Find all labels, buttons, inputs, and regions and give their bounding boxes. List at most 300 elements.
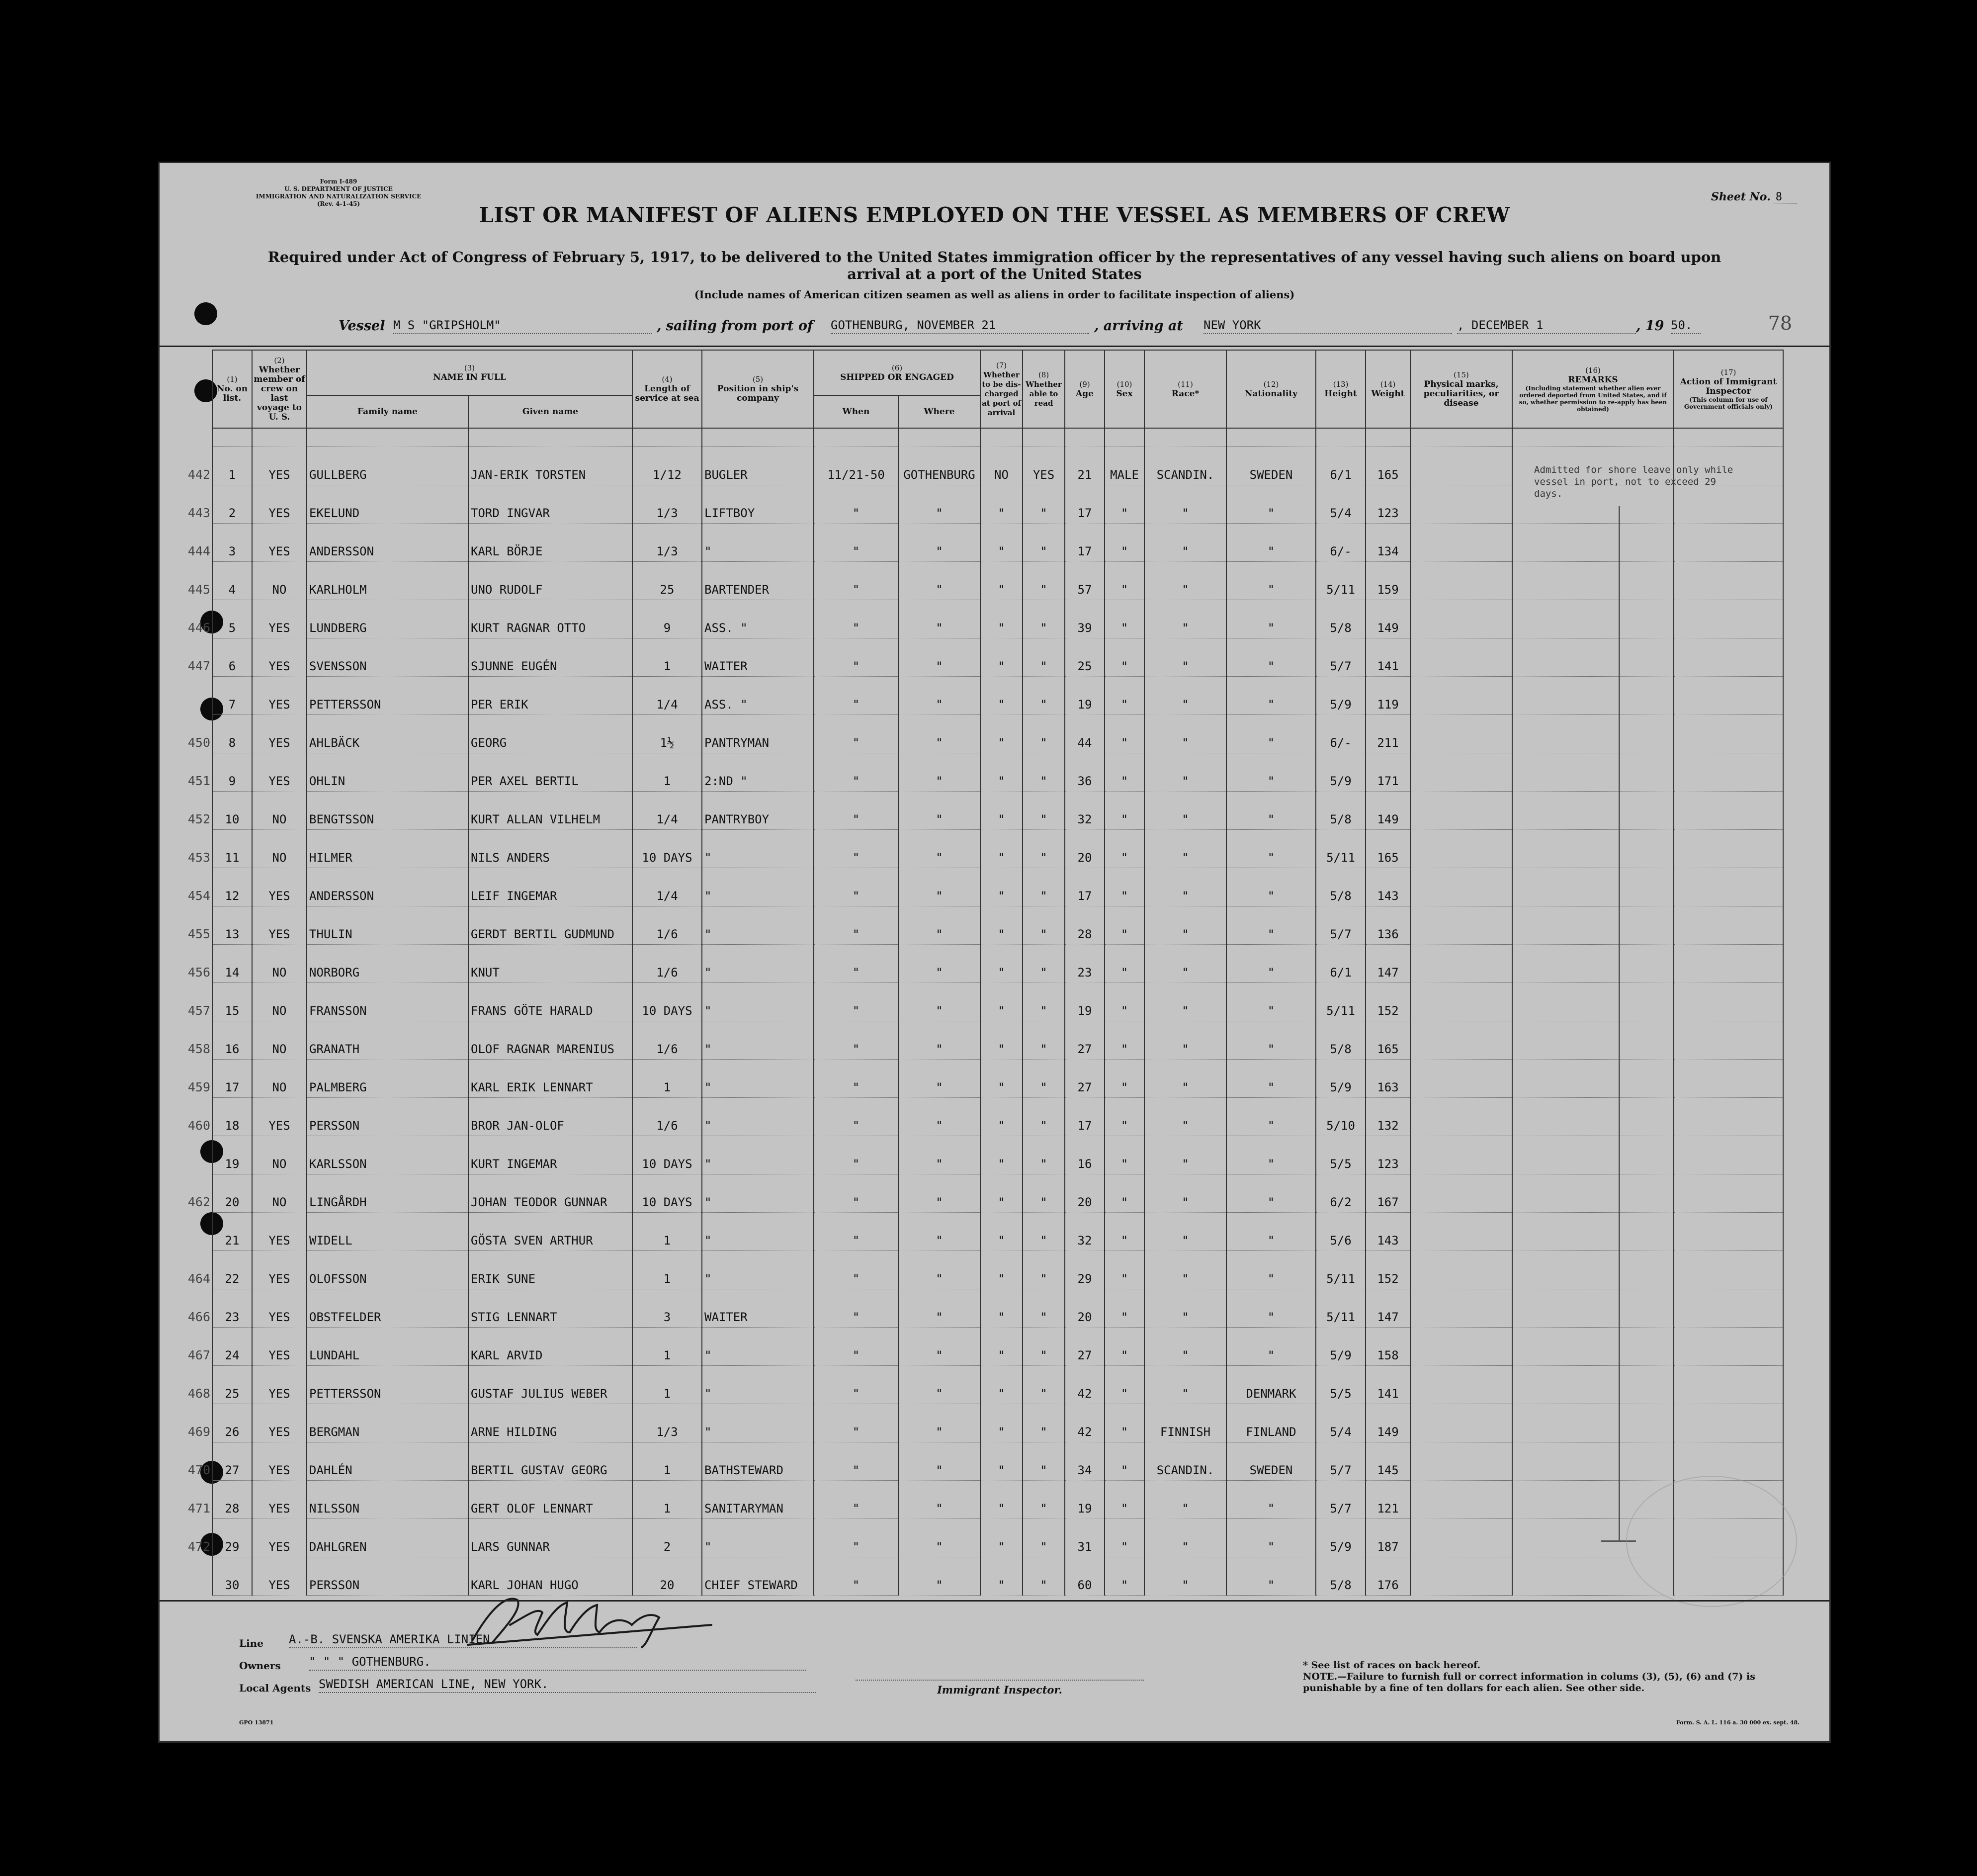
last-voyage-cell: YES (252, 1557, 307, 1596)
crew-no-cell: 2 443 (212, 485, 252, 524)
sex-cell: " (1105, 868, 1144, 906)
weight-cell: 143 (1366, 868, 1410, 906)
position-cell: BATHSTEWARD (702, 1442, 814, 1481)
nationality-cell: " (1226, 1328, 1316, 1366)
length-of-service-cell: 1/12 (632, 447, 702, 485)
race-cell: " (1144, 485, 1226, 524)
able-to-read-cell: " (1023, 1021, 1065, 1060)
remarks-cell (1512, 1404, 1674, 1442)
sex-cell: " (1105, 600, 1144, 638)
to-be-discharged-cell: " (980, 1289, 1023, 1328)
family-name-cell: LUNDBERG (307, 600, 468, 638)
weight-cell: 149 (1366, 600, 1410, 638)
header-family-name: Family name (307, 395, 468, 428)
physical-marks-cell (1410, 1366, 1512, 1404)
shipped-where-cell: " (898, 1136, 980, 1174)
height-cell: 5/4 (1316, 1404, 1366, 1442)
age-cell: 23 (1065, 945, 1105, 983)
col-sublabel: (This column for use of Government officials only) (1684, 396, 1773, 410)
position-cell: " (702, 1519, 814, 1557)
age-cell: 16 (1065, 1136, 1105, 1174)
vessel-label: Vessel (339, 318, 385, 334)
remarks-cell (1512, 1098, 1674, 1136)
shipped-when-cell: " (814, 1442, 898, 1481)
shipped-when-cell: " (814, 524, 898, 562)
position-cell: " (702, 868, 814, 906)
height-cell: 5/4 (1316, 485, 1366, 524)
able-to-read-cell: " (1023, 945, 1065, 983)
header-name (307, 350, 632, 395)
col-num: (16) (1585, 365, 1601, 375)
shipped-when-cell: " (814, 792, 898, 830)
shipped-where-cell: " (898, 1328, 980, 1366)
race-cell: " (1144, 1213, 1226, 1251)
header-sex (1105, 350, 1144, 428)
family-name-cell: ANDERSSON (307, 524, 468, 562)
action-cell (1674, 830, 1783, 868)
nationality-cell: " (1226, 638, 1316, 677)
age-cell: 60 (1065, 1557, 1105, 1596)
position-cell: SANITARYMAN (702, 1481, 814, 1519)
nationality-cell: " (1226, 600, 1316, 638)
age-cell: 42 (1065, 1404, 1105, 1442)
col-num: (2) (274, 356, 285, 365)
action-cell (1674, 1366, 1783, 1404)
weight-cell: 132 (1366, 1098, 1410, 1136)
header-weight (1366, 350, 1410, 428)
weight-cell: 134 (1366, 524, 1410, 562)
crew-row (212, 1021, 1783, 1060)
last-voyage-cell: YES (252, 1098, 307, 1136)
shipped-when-cell: " (814, 1328, 898, 1366)
col-label: Whether to be dis-charged at port of arrival (982, 370, 1021, 417)
last-voyage-cell: YES (252, 715, 307, 753)
col-label: NAME IN FULL (433, 372, 506, 382)
crew-no-cell: 13 455 (212, 906, 252, 945)
weight-cell: 141 (1366, 1366, 1410, 1404)
shipped-where-cell: " (898, 792, 980, 830)
able-to-read-cell: " (1023, 1289, 1065, 1328)
col-num: (12) (1263, 379, 1279, 389)
crew-row (212, 1481, 1783, 1519)
shipped-where-cell: " (898, 562, 980, 600)
height-cell: 5/9 (1316, 677, 1366, 715)
weight-cell: 121 (1366, 1481, 1410, 1519)
action-cell (1674, 638, 1783, 677)
owners-value: " " " GOTHENBURG. (309, 1655, 806, 1671)
length-of-service-cell: 20 (632, 1557, 702, 1596)
margin-list-number: 468 (187, 1386, 210, 1401)
race-cell: " (1144, 715, 1226, 753)
col-label: SHIPPED OR ENGAGED (840, 372, 954, 382)
sex-cell: " (1105, 524, 1144, 562)
to-be-discharged-cell: " (980, 753, 1023, 792)
family-name-cell: HILMER (307, 830, 468, 868)
able-to-read-cell: " (1023, 1213, 1065, 1251)
length-of-service-cell: 9 (632, 600, 702, 638)
length-of-service-cell: 10 DAYS (632, 983, 702, 1021)
margin-list-number: 459 (187, 1080, 210, 1094)
form-print-code: Form. S. A. L. 116 a. 30 000 ex. sept. 48. (1676, 1719, 1800, 1726)
age-cell: 20 (1065, 1289, 1105, 1328)
to-be-discharged-cell: " (980, 1328, 1023, 1366)
given-name-cell: JOHAN TEODOR GUNNAR (468, 1174, 632, 1213)
nationality-cell: SWEDEN (1226, 447, 1316, 485)
physical-marks-cell (1410, 1481, 1512, 1519)
margin-list-number: 471 (187, 1501, 210, 1516)
race-cell: " (1144, 830, 1226, 868)
physical-marks-cell (1410, 715, 1512, 753)
action-cell (1674, 983, 1783, 1021)
able-to-read-cell: " (1023, 638, 1065, 677)
race-cell: " (1144, 1251, 1226, 1289)
physical-marks-cell (1410, 906, 1512, 945)
action-cell (1674, 945, 1783, 983)
immigrant-inspector-signature-line: Immigrant Inspector. (856, 1680, 1144, 1696)
col-num: (4) (662, 375, 673, 384)
physical-marks-cell (1410, 1213, 1512, 1251)
length-of-service-cell: 2 (632, 1519, 702, 1557)
action-cell (1674, 1442, 1783, 1481)
weight-cell: 149 (1366, 792, 1410, 830)
given-name-cell: OLOF RAGNAR MARENIUS (468, 1021, 632, 1060)
crew-row (212, 677, 1783, 715)
sex-cell: " (1105, 1328, 1144, 1366)
remarks-cell (1512, 562, 1674, 600)
crew-no-cell: 21 (212, 1213, 252, 1251)
position-cell: ASS. " (702, 600, 814, 638)
to-be-discharged-cell: " (980, 1213, 1023, 1251)
to-be-discharged-cell: " (980, 1098, 1023, 1136)
sailing-from: GOTHENBURG, NOVEMBER 21 (831, 318, 1089, 334)
vessel-line (339, 318, 1780, 338)
shipped-when-cell: " (814, 1021, 898, 1060)
arrival-date: , DECEMBER 1 (1457, 318, 1636, 334)
action-cell (1674, 1251, 1783, 1289)
margin-list-number: 442 (187, 467, 210, 482)
last-voyage-cell: NO (252, 792, 307, 830)
shipped-where-cell: " (898, 983, 980, 1021)
shipped-where-cell: " (898, 524, 980, 562)
last-voyage-cell: YES (252, 1442, 307, 1481)
to-be-discharged-cell: " (980, 1174, 1023, 1213)
shipped-where-cell: " (898, 1519, 980, 1557)
able-to-read-cell: " (1023, 1442, 1065, 1481)
shipped-when-cell: " (814, 1213, 898, 1251)
height-cell: 5/11 (1316, 830, 1366, 868)
race-cell: " (1144, 983, 1226, 1021)
header-nationality (1226, 350, 1316, 428)
col-label: No. on list. (216, 384, 248, 403)
shipped-when-cell: " (814, 868, 898, 906)
nationality-cell: " (1226, 1021, 1316, 1060)
last-voyage-cell: YES (252, 1328, 307, 1366)
shipped-where-cell: " (898, 1213, 980, 1251)
shipped-where-cell: " (898, 1098, 980, 1136)
margin-list-number: 443 (187, 506, 210, 520)
age-cell: 27 (1065, 1060, 1105, 1098)
crew-no-cell: 12 454 (212, 868, 252, 906)
family-name-cell: THULIN (307, 906, 468, 945)
age-cell: 19 (1065, 1481, 1105, 1519)
position-cell: " (702, 1136, 814, 1174)
last-voyage-cell: YES (252, 1251, 307, 1289)
height-cell: 5/6 (1316, 1213, 1366, 1251)
family-name-cell: PETTERSSON (307, 677, 468, 715)
remarks-cell (1512, 677, 1674, 715)
family-name-cell: PERSSON (307, 1098, 468, 1136)
shipped-when-cell: " (814, 715, 898, 753)
nationality-cell: " (1226, 1481, 1316, 1519)
physical-marks-cell (1410, 524, 1512, 562)
given-name-cell: TORD INGVAR (468, 485, 632, 524)
line-label: Line (239, 1637, 263, 1649)
department: U. S. DEPARTMENT OF JUSTICE (284, 185, 393, 192)
length-of-service-cell: 10 DAYS (632, 830, 702, 868)
col-num: (14) (1380, 379, 1396, 389)
last-voyage-cell: YES (252, 868, 307, 906)
length-of-service-cell: 1/3 (632, 485, 702, 524)
physical-marks-cell (1410, 983, 1512, 1021)
family-name-cell: LINGÅRDH (307, 1174, 468, 1213)
col-sublabel: (Including statement whether alien ever ordered deported from United States, and if so, whether permission to re-apply has been obtained) (1519, 384, 1667, 413)
sex-cell: MALE (1105, 447, 1144, 485)
remarks-cell (1512, 1251, 1674, 1289)
height-cell: 5/11 (1316, 562, 1366, 600)
shipped-when-cell: " (814, 677, 898, 715)
to-be-discharged-cell: " (980, 1251, 1023, 1289)
race-cell: " (1144, 906, 1226, 945)
margin-list-number: 446 (187, 621, 210, 635)
physical-marks-cell (1410, 677, 1512, 715)
margin-list-number: 469 (187, 1425, 210, 1439)
physical-marks-cell (1410, 447, 1512, 485)
nationality-cell: DENMARK (1226, 1366, 1316, 1404)
weight-cell: 159 (1366, 562, 1410, 600)
crew-row (212, 906, 1783, 945)
physical-marks-cell (1410, 1060, 1512, 1098)
physical-marks-cell (1410, 868, 1512, 906)
remarks-cell (1512, 1366, 1674, 1404)
last-voyage-cell: NO (252, 1136, 307, 1174)
action-cell (1674, 715, 1783, 753)
crew-row (212, 983, 1783, 1021)
margin-list-number: 447 (187, 659, 210, 673)
shipped-when-cell: " (814, 1136, 898, 1174)
remarks-cell (1512, 945, 1674, 983)
weight-cell: 211 (1366, 715, 1410, 753)
revision: (Rev. 4-1-45) (317, 200, 360, 207)
length-of-service-cell: 1 (632, 753, 702, 792)
length-of-service-cell: 1 (632, 1328, 702, 1366)
crew-row (212, 1328, 1783, 1366)
last-voyage-cell: NO (252, 945, 307, 983)
sex-cell: " (1105, 715, 1144, 753)
crew-no-cell: 24 467 (212, 1328, 252, 1366)
last-voyage-cell: YES (252, 638, 307, 677)
margin-list-number: 452 (187, 812, 210, 826)
crew-table (187, 350, 1784, 1596)
to-be-discharged-cell: " (980, 868, 1023, 906)
age-cell: 28 (1065, 906, 1105, 945)
col-num: (17) (1720, 368, 1736, 377)
sheet-number-value: 8 (1774, 191, 1797, 204)
height-cell: 5/9 (1316, 1060, 1366, 1098)
crew-no-cell: 30 (212, 1557, 252, 1596)
length-of-service-cell: 1/6 (632, 1098, 702, 1136)
shipped-where-cell: " (898, 1442, 980, 1481)
nationality-cell: " (1226, 830, 1316, 868)
able-to-read-cell: " (1023, 983, 1065, 1021)
last-voyage-cell: YES (252, 1366, 307, 1404)
able-to-read-cell: " (1023, 1328, 1065, 1366)
age-cell: 57 (1065, 562, 1105, 600)
length-of-service-cell: 1/6 (632, 945, 702, 983)
action-cell (1674, 792, 1783, 830)
weight-cell: 119 (1366, 677, 1410, 715)
header-height (1316, 350, 1366, 428)
col-label: Height (1324, 388, 1357, 399)
margin-list-number: 470 (187, 1463, 210, 1477)
nationality-cell: " (1226, 945, 1316, 983)
physical-marks-cell (1410, 830, 1512, 868)
given-name-cell: BROR JAN-OLOF (468, 1098, 632, 1136)
nationality-cell: " (1226, 1174, 1316, 1213)
shipped-where-cell: " (898, 1366, 980, 1404)
last-voyage-cell: YES (252, 906, 307, 945)
to-be-discharged-cell: " (980, 1366, 1023, 1404)
header-service (632, 350, 702, 428)
length-of-service-cell: 1 (632, 1213, 702, 1251)
position-cell: LIFTBOY (702, 485, 814, 524)
race-cell: " (1144, 677, 1226, 715)
height-cell: 6/2 (1316, 1174, 1366, 1213)
age-cell: 42 (1065, 1366, 1105, 1404)
remarks-cell (1512, 1442, 1674, 1481)
race-cell: " (1144, 1481, 1226, 1519)
age-cell: 19 (1065, 983, 1105, 1021)
header-shipped (814, 350, 980, 395)
nationality-cell: " (1226, 1519, 1316, 1557)
race-cell: " (1144, 1098, 1226, 1136)
given-name-cell: GÖSTA SVEN ARTHUR (468, 1213, 632, 1251)
remarks-cell (1512, 868, 1674, 906)
able-to-read-cell: " (1023, 1557, 1065, 1596)
col-num: (15) (1454, 370, 1469, 379)
col-num: (9) (1079, 379, 1090, 389)
age-cell: 21 (1065, 447, 1105, 485)
shipped-where-cell: " (898, 868, 980, 906)
given-name-cell: KARL ERIK LENNART (468, 1060, 632, 1098)
crew-no-cell: 15 457 (212, 983, 252, 1021)
header-remarks (1512, 350, 1674, 428)
header-given-name: Given name (468, 395, 632, 428)
to-be-discharged-cell: " (980, 638, 1023, 677)
action-cell (1674, 1213, 1783, 1251)
shipped-where-cell: " (898, 715, 980, 753)
race-cell: " (1144, 1174, 1226, 1213)
crew-row (212, 1442, 1783, 1481)
sex-cell: " (1105, 1213, 1144, 1251)
age-cell: 32 (1065, 792, 1105, 830)
family-name-cell: AHLBÄCK (307, 715, 468, 753)
given-name-cell: UNO RUDOLF (468, 562, 632, 600)
crew-row (212, 945, 1783, 983)
sex-cell: " (1105, 1442, 1144, 1481)
crew-no-cell: 27 470 (212, 1442, 252, 1481)
weight-cell: 152 (1366, 1251, 1410, 1289)
margin-list-number: 445 (187, 582, 210, 597)
given-name-cell: KURT INGEMAR (468, 1136, 632, 1174)
col-label: Length of service at sea (635, 384, 699, 403)
shipped-where-cell: " (898, 677, 980, 715)
header-position (702, 350, 814, 428)
race-cell: " (1144, 868, 1226, 906)
sheet-number (1711, 190, 1797, 203)
height-cell: 6/- (1316, 715, 1366, 753)
position-cell: " (702, 1098, 814, 1136)
length-of-service-cell: 1/4 (632, 792, 702, 830)
position-cell: " (702, 1251, 814, 1289)
crew-no-cell: 16 458 (212, 1021, 252, 1060)
nationality-cell: " (1226, 1557, 1316, 1596)
remarks-cell (1512, 1060, 1674, 1098)
able-to-read-cell: " (1023, 524, 1065, 562)
weight-cell: 123 (1366, 1136, 1410, 1174)
able-to-read-cell: " (1023, 1251, 1065, 1289)
race-cell: " (1144, 1021, 1226, 1060)
col-label: Nationality (1244, 388, 1298, 399)
to-be-discharged-cell: " (980, 1060, 1023, 1098)
given-name-cell: KURT RAGNAR OTTO (468, 600, 632, 638)
crew-no-cell: 1 442 (212, 447, 252, 485)
length-of-service-cell: 1½ (632, 715, 702, 753)
physical-marks-cell (1410, 1174, 1512, 1213)
age-cell: 32 (1065, 1213, 1105, 1251)
margin-list-number: 464 (187, 1271, 210, 1286)
shipped-when-cell: " (814, 562, 898, 600)
given-name-cell: KARL JOHAN HUGO (468, 1557, 632, 1596)
position-cell: WAITER (702, 1289, 814, 1328)
height-cell: 5/8 (1316, 600, 1366, 638)
remarks-cell (1512, 753, 1674, 792)
shipped-where-cell: GOTHENBURG (898, 447, 980, 485)
nationality-cell: SWEDEN (1226, 1442, 1316, 1481)
to-be-discharged-cell: " (980, 1021, 1023, 1060)
nationality-cell: " (1226, 1136, 1316, 1174)
height-cell: 6/1 (1316, 447, 1366, 485)
shipped-where-cell: " (898, 1481, 980, 1519)
family-name-cell: ANDERSSON (307, 868, 468, 906)
last-voyage-cell: YES (252, 524, 307, 562)
position-cell: " (702, 1404, 814, 1442)
sex-cell: " (1105, 1174, 1144, 1213)
given-name-cell: ERIK SUNE (468, 1251, 632, 1289)
weight-cell: 145 (1366, 1442, 1410, 1481)
length-of-service-cell: 3 (632, 1289, 702, 1328)
shipped-when-cell: " (814, 1557, 898, 1596)
given-name-cell: JAN-ERIK TORSTEN (468, 447, 632, 485)
family-name-cell: GRANATH (307, 1021, 468, 1060)
weight-cell: 165 (1366, 830, 1410, 868)
col-num: (6) (891, 363, 903, 372)
race-cell: " (1144, 562, 1226, 600)
given-name-cell: PER AXEL BERTIL (468, 753, 632, 792)
agents-label: Local Agents (239, 1682, 311, 1694)
given-name-cell: BERTIL GUSTAV GEORG (468, 1442, 632, 1481)
header-when: When (814, 395, 898, 428)
given-name-cell: GEORG (468, 715, 632, 753)
